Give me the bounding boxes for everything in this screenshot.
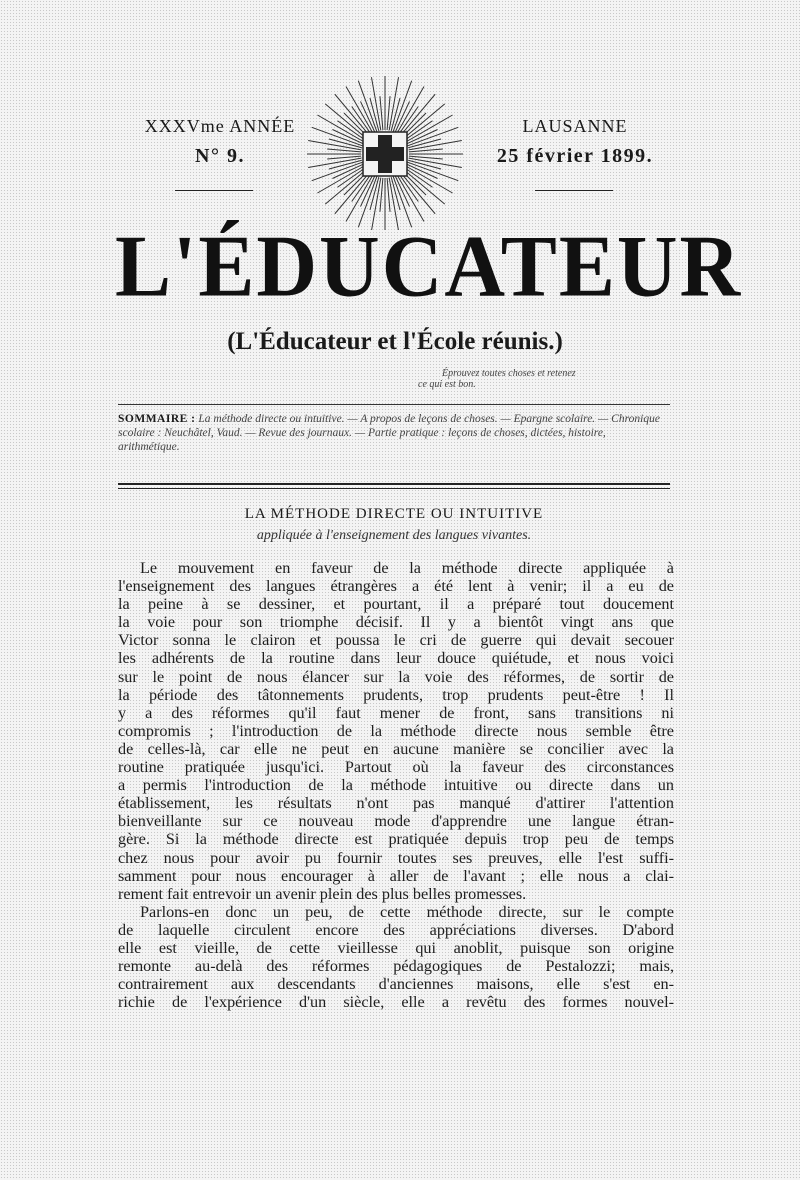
issue-date: 25 février 1899. [496, 145, 654, 167]
article-line: Le mouvement en faveur de la méthode directe appliquée à [140, 559, 674, 577]
article-line: l'enseignement des langues étrangères a été lent à venir; il a eu de [118, 577, 674, 596]
article-subtitle: appliquée à l'enseignement des langues vivantes. [256, 528, 532, 543]
article-line: la peine à se dessiner, et pourtant, il a préparé tout doucement [118, 595, 674, 614]
article-body [118, 559, 674, 1011]
article-line: rement fait entrevoir un avenir plein des plus belles promesses. [118, 884, 527, 903]
article-line: Victor sonna le clairon et poussa le cri de guerre qui devait secouer [118, 631, 674, 650]
article-line: Parlons-en donc un peu, de cette méthode directe, sur le compte [140, 902, 674, 921]
article-line: remonte au-delà des réformes pédagogiques de Pestalozzi; mais, [118, 957, 674, 976]
swiss-cross-sunburst-icon [305, 70, 465, 230]
article-line: richie de l'expérience d'un siècle, elle a revêtu des formes nouvel- [118, 993, 674, 1012]
article-line: établissement, les résultats n'ont pas manqué d'attirer l'attention [118, 794, 674, 813]
issue-number: N° 9. [195, 145, 245, 167]
sommaire-text: La méthode directe ou intuitive. — A propos de leçons de choses. — Epargne scolaire. — Chronique scolaire : Neuchâtel, Vaud. — Revue des journaux. — Partie pratique : leçons de choses, dictées, histoire, arithmétique. [118, 413, 660, 453]
article-line: samment pour nous encourager à aller de l'avant ; elle nous a clai- [118, 866, 674, 885]
sommaire-label: SOMMAIRE : [118, 413, 196, 425]
place-date [475, 116, 675, 168]
article-line: routine pratiquée jusqu'ici. Partout où la faveur des circonstances [118, 758, 674, 777]
rule-double [118, 483, 670, 489]
issue-info [120, 116, 320, 168]
masthead-subtitle: (L'Éducateur et l'École réunis.) [227, 328, 563, 355]
city: LAUSANNE [522, 116, 628, 136]
header-rule-left [175, 190, 253, 191]
motto-line-1: Éprouvez toutes choses et retenez [442, 368, 576, 379]
article-line: de celles-là, car elle ne peut en aucune manière se concilier avec la [118, 739, 674, 758]
article-line: bienveillante sur ce nouveau mode d'apprendre une langue étran- [118, 812, 674, 831]
table-of-contents [118, 412, 670, 454]
motto [418, 368, 658, 390]
article-line: gère. Si la méthode directe est pratiquée depuis trop peu de temps [118, 830, 674, 849]
article-line: la voie pour son triomphe décisif. Il y a bientôt vingt ans que [118, 613, 674, 632]
volume-year: XXXVme ANNÉE [144, 116, 296, 136]
motto-line-2: ce qui est bon. [418, 379, 476, 390]
article-line: les adhérents de la routine dans leur douce quiétude, et nous voici [118, 649, 674, 668]
article-line: compromis ; l'introduction de la méthode directe nous semble être [118, 721, 674, 740]
article-line: y a des réformes qu'il faut mener de front, sans transitions ni [118, 703, 674, 722]
article-line: elle est vieille, de cette vieillesse qui anoblit, puisque son origine [118, 938, 674, 957]
article-title: LA MÉTHODE DIRECTE OU INTUITIVE [244, 506, 544, 522]
rule-top [118, 404, 670, 405]
masthead-title: L'ÉDUCATEUR [115, 217, 743, 316]
article-line: a permis l'introduction de la méthode intuitive ou directe dans un [118, 776, 674, 795]
article-line: chez nous pour avoir pu fournir toutes ses preuves, elle l'est suffi- [118, 848, 674, 867]
article-line: sur le point de nous élancer sur la voie des réformes, de sortir de [118, 667, 674, 686]
article-line: de laquelle circulent encore des appréciations diverses. D'abord [118, 920, 674, 939]
article-line: la période des tâtonnements prudents, trop prudents peut-être ! Il [118, 685, 674, 704]
header-rule-right [535, 190, 613, 191]
article-line: contrairement aux descendants d'anciennes maisons, elle s'est en- [118, 975, 674, 994]
